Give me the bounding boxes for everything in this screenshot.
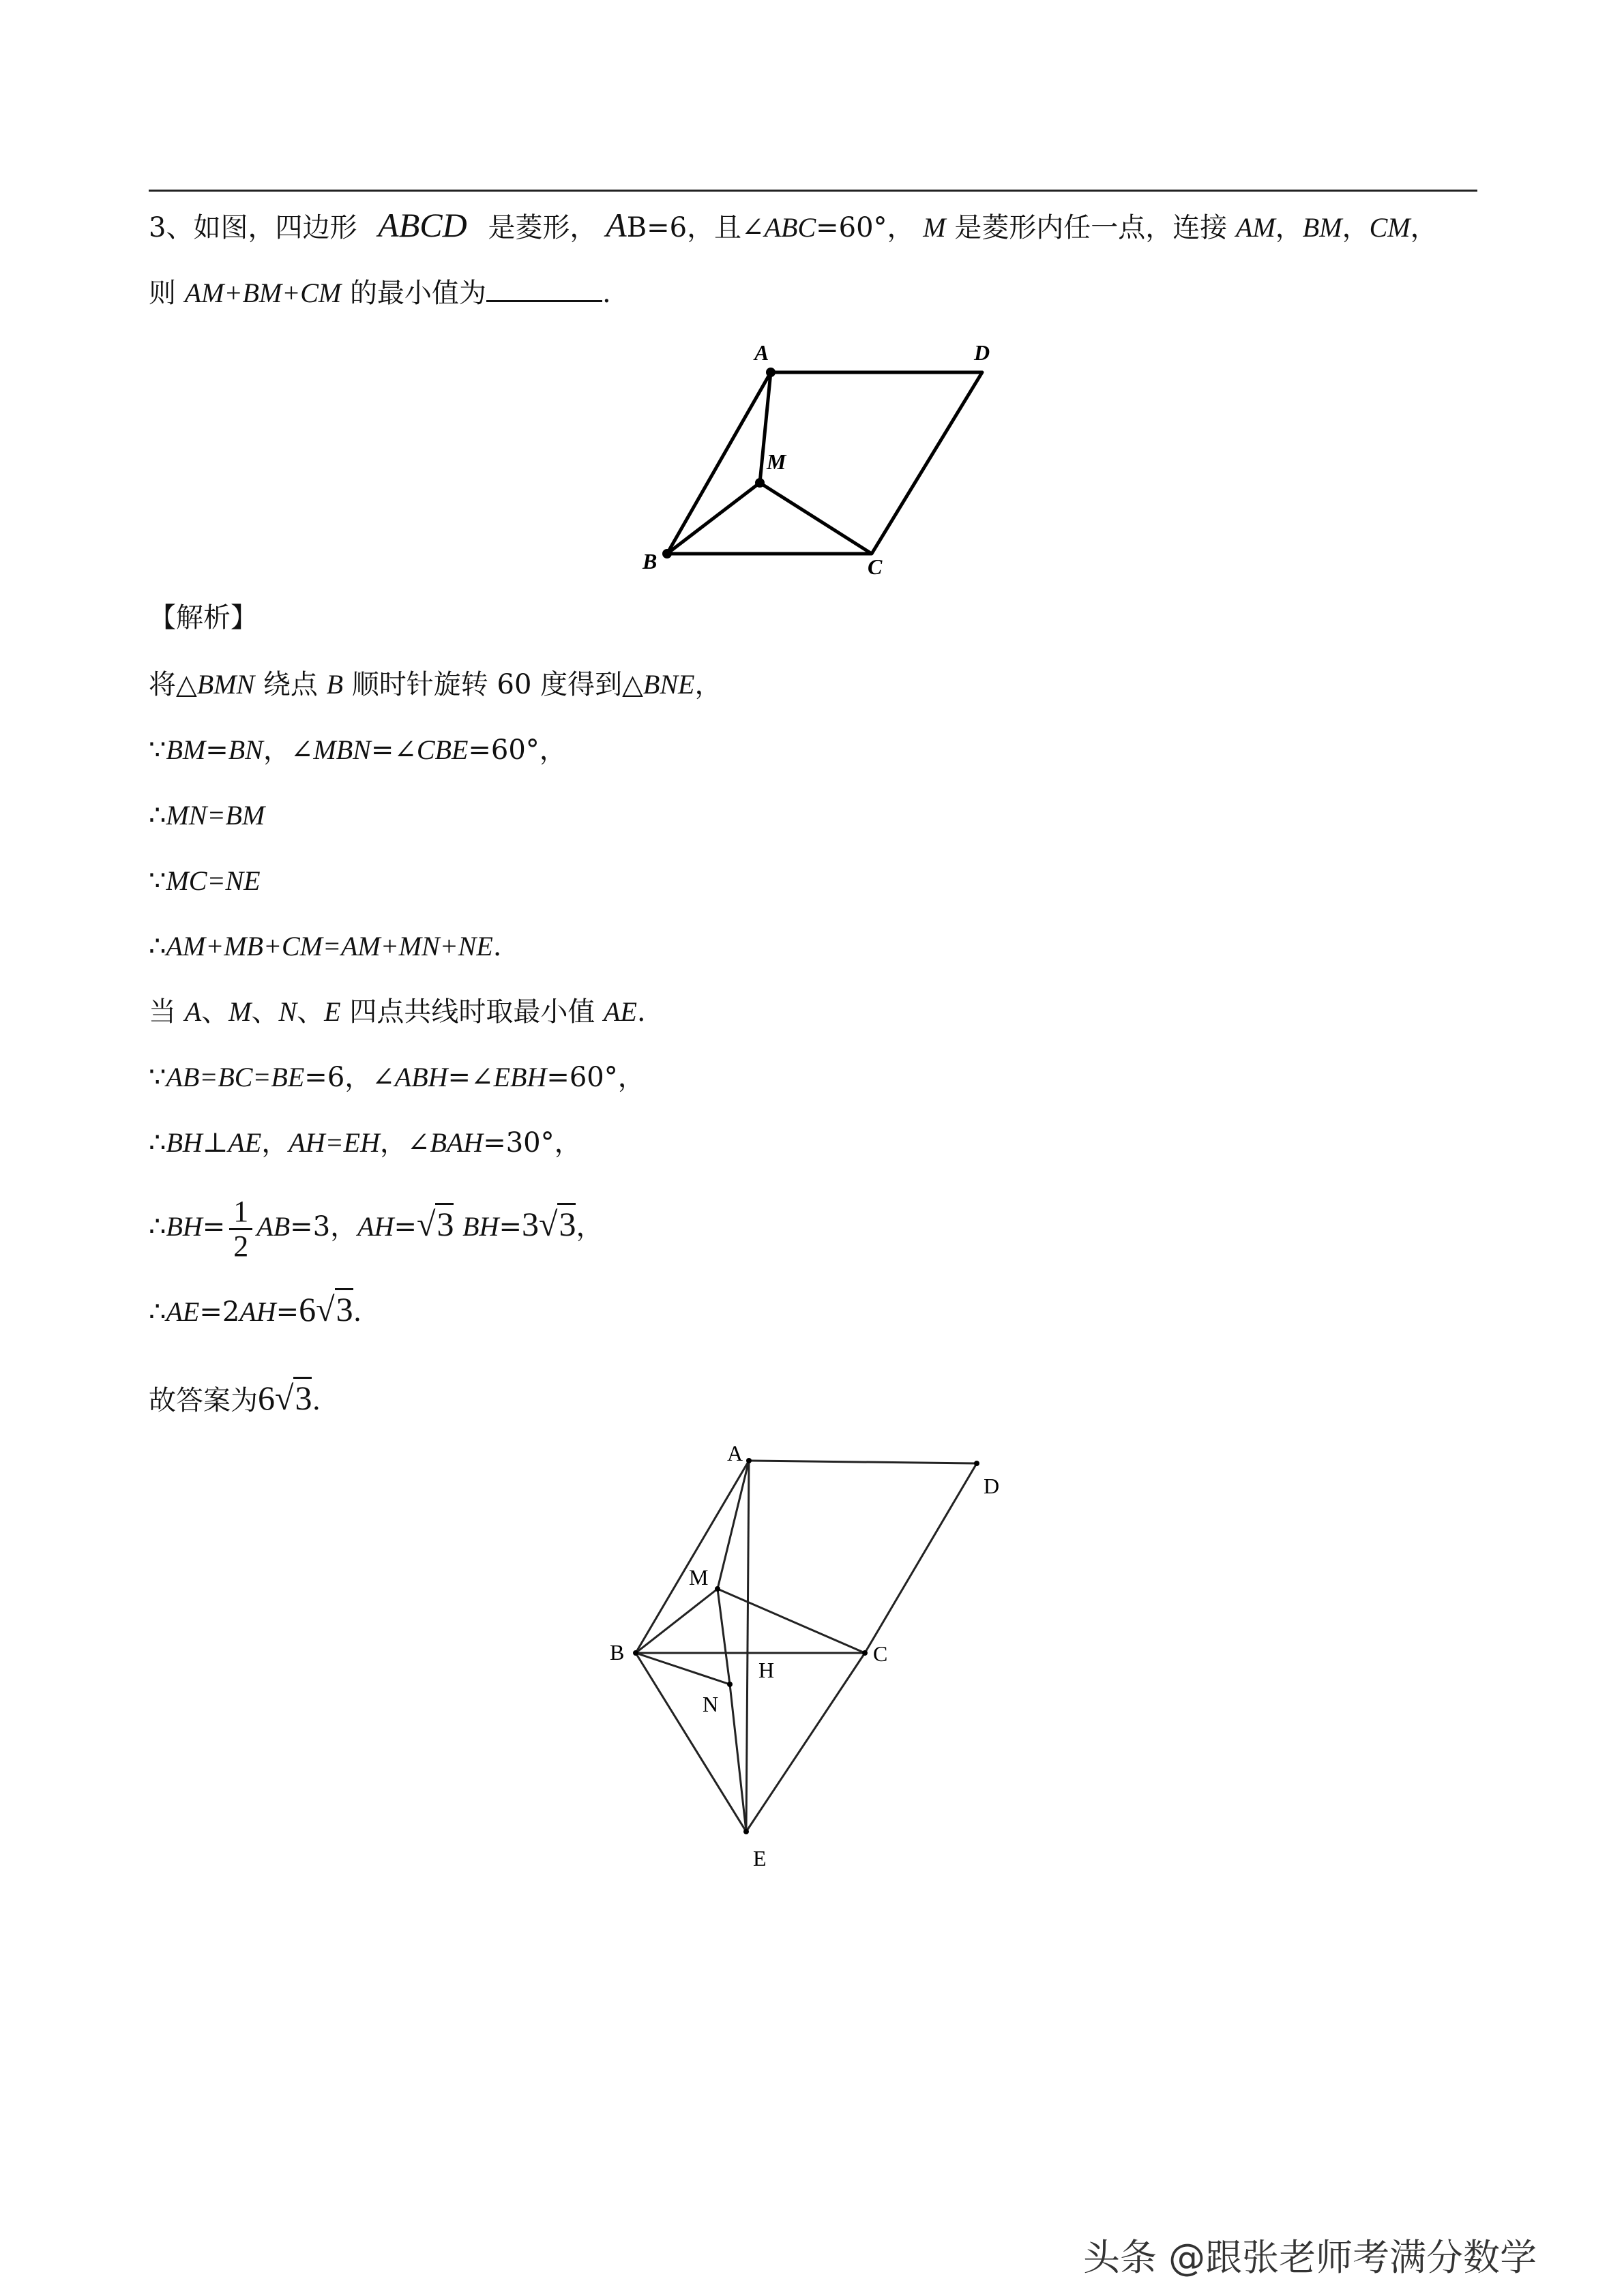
problem-text: 则: [149, 278, 176, 309]
perpendicular-symbol: ⊥: [202, 1127, 228, 1159]
math: BH: [166, 1127, 203, 1158]
comma: ，: [1342, 212, 1370, 243]
text: 当: [149, 996, 176, 1028]
math: CBE: [416, 734, 469, 765]
text: 、: [251, 996, 279, 1028]
point: A: [184, 996, 202, 1027]
sum-expression: AM+BM+CM: [184, 278, 342, 308]
solution-heading: [149, 599, 258, 637]
math: AH: [357, 1211, 394, 1242]
comma: ，: [1410, 212, 1438, 243]
segment-bm: [636, 1589, 718, 1653]
therefore-symbol: ∴: [149, 1127, 166, 1159]
radicand: 3: [335, 1288, 353, 1328]
solution-line-6: [149, 993, 646, 1031]
math: =: [499, 1211, 522, 1242]
math: =: [394, 1211, 417, 1242]
label-c: C: [873, 1641, 888, 1666]
math: BM: [166, 734, 206, 765]
therefore-symbol: ∴: [149, 1296, 166, 1328]
math: ，: [261, 1127, 289, 1159]
rotation-figure: [600, 1439, 1037, 1875]
because-symbol: ∵: [149, 1062, 166, 1093]
problem-text: 是菱形，: [488, 212, 597, 243]
problem-text: =60°，: [816, 212, 915, 243]
math: EBH: [493, 1062, 547, 1092]
answer-value: 6√3: [258, 1377, 312, 1417]
math: ，∠: [379, 1127, 430, 1159]
rhombus-figure: [628, 334, 1037, 586]
math: =∠: [447, 1062, 494, 1093]
math: BH: [166, 1211, 203, 1242]
segment-ae: [746, 1461, 749, 1832]
problem-line-1: [149, 206, 1438, 247]
period: .: [636, 996, 646, 1028]
period: .: [353, 1296, 362, 1328]
text: 、: [297, 996, 325, 1028]
math: =3，: [290, 1211, 358, 1242]
math: =2: [199, 1296, 240, 1328]
watermark: 头条 @跟张老师考满分数学: [1083, 2236, 1537, 2279]
segment-cm-line: [760, 483, 872, 554]
segment-bn: [636, 1653, 730, 1684]
math: ABH: [394, 1062, 448, 1092]
comma: ，: [1275, 212, 1303, 243]
label-m: M: [767, 449, 786, 474]
math: =30°，: [483, 1127, 582, 1159]
segment-am: [718, 1461, 749, 1589]
period: .: [492, 931, 502, 962]
segment-ab: [636, 1461, 749, 1653]
solution-line-5: [149, 927, 502, 966]
math: BH: [462, 1211, 499, 1242]
label-h: H: [758, 1658, 775, 1682]
point: N: [278, 996, 297, 1027]
math: ，∠: [263, 734, 314, 766]
therefore-symbol: ∴: [149, 800, 166, 831]
solution-line-3: [149, 796, 265, 835]
label-b: B: [643, 549, 658, 573]
solution-line-2: [149, 731, 567, 769]
solution-line-10: [149, 1287, 361, 1334]
math: MBN: [313, 734, 371, 765]
answer-line: [149, 1376, 321, 1422]
coefficient: 3: [522, 1205, 539, 1243]
period: .: [602, 278, 611, 309]
text: 将△: [149, 669, 197, 700]
radicand: 3: [435, 1203, 454, 1243]
label-e: E: [753, 1846, 767, 1870]
segment-mn: [718, 1589, 730, 1684]
text: 顺时针旋转 60 度得到△: [351, 669, 643, 700]
math: AH=EH: [289, 1127, 380, 1158]
six-sqrt-three: 6√3: [299, 1288, 353, 1328]
text: ，: [694, 669, 722, 700]
math: =: [205, 734, 228, 766]
math: ，: [576, 1211, 604, 1242]
quad-name: ABCD: [378, 206, 467, 244]
problem-text: 的最小值为: [349, 278, 486, 309]
sqrt-three: √3: [417, 1203, 454, 1243]
segment-am: AM: [1236, 212, 1275, 243]
text: 四点共线时取最小值: [349, 996, 595, 1028]
math: AE: [228, 1127, 262, 1158]
therefore-symbol: ∴: [149, 931, 166, 962]
text: 绕点: [263, 669, 318, 700]
math: AE: [604, 996, 637, 1027]
solution-line-7: [149, 1058, 645, 1097]
problem-number: 3、: [149, 212, 194, 243]
point-b: B: [326, 669, 344, 700]
three-sqrt-three: 3√3: [522, 1203, 576, 1243]
radicand: 3: [557, 1203, 576, 1243]
math: =: [202, 1211, 226, 1242]
problem-text: 是菱形内任一点，连接: [954, 212, 1228, 243]
math: =: [276, 1296, 299, 1328]
math: MN=BM: [166, 800, 265, 831]
label-m: M: [689, 1565, 709, 1590]
math: AB=BC=BE: [166, 1062, 305, 1092]
math: MC=NE: [166, 865, 261, 896]
period: .: [312, 1385, 321, 1416]
math: =6，∠: [304, 1062, 395, 1093]
math: AE: [166, 1296, 200, 1327]
numerator: 1: [229, 1195, 252, 1230]
solution-line-1: [149, 666, 722, 704]
label-a: A: [727, 1441, 743, 1465]
side-a: A: [606, 206, 627, 244]
math: =∠: [370, 734, 417, 766]
therefore-symbol: ∴: [149, 1211, 166, 1242]
header-rule: [149, 190, 1477, 192]
math: BN: [228, 734, 263, 765]
problem-text: B=6，且∠: [626, 212, 765, 243]
label-a: A: [754, 340, 769, 365]
label-b: B: [610, 1640, 625, 1665]
fraction-one-half: [229, 1195, 252, 1263]
math: AH: [239, 1296, 276, 1327]
segment-ad: [749, 1461, 977, 1463]
math: AM+MB+CM=AM+MN+NE: [166, 931, 493, 961]
label-d: D: [974, 340, 990, 365]
answer-blank: [486, 275, 602, 302]
coefficient: 6: [258, 1379, 275, 1417]
solution-line-9: [149, 1187, 603, 1264]
triangle-bmn: BMN: [196, 669, 255, 700]
because-symbol: ∵: [149, 734, 166, 766]
segment-cm: CM: [1369, 212, 1411, 243]
heading-text: 【解析】: [149, 602, 258, 633]
triangle-bne: BNE: [643, 669, 695, 700]
math: =60°，: [546, 1062, 645, 1093]
label-n: N: [703, 1692, 719, 1716]
point-m: M: [923, 212, 946, 243]
angle-abc: ABC: [764, 212, 816, 243]
math: BAH: [430, 1127, 484, 1158]
solution-line-4: [149, 862, 261, 900]
segment-mc: [718, 1589, 865, 1653]
problem-line-2: [149, 274, 611, 312]
rhombus-outline: [667, 372, 982, 554]
text: 、: [201, 996, 229, 1028]
label-d: D: [984, 1474, 1000, 1498]
coefficient: 6: [299, 1290, 316, 1328]
solution-line-8: [149, 1124, 582, 1162]
point: E: [324, 996, 341, 1027]
math: AB: [256, 1211, 291, 1242]
point: M: [228, 996, 252, 1027]
segment-bm-line: [667, 483, 760, 554]
label-c: C: [868, 554, 883, 579]
segment-bm: BM: [1302, 212, 1342, 243]
radicand: 3: [293, 1377, 312, 1417]
math: =60°，: [468, 734, 567, 766]
text: 故答案为: [149, 1385, 258, 1416]
denominator: 2: [233, 1229, 249, 1263]
because-symbol: ∵: [149, 865, 166, 897]
problem-text: 如图，四边形: [193, 212, 357, 243]
segment-dc: [865, 1463, 977, 1653]
